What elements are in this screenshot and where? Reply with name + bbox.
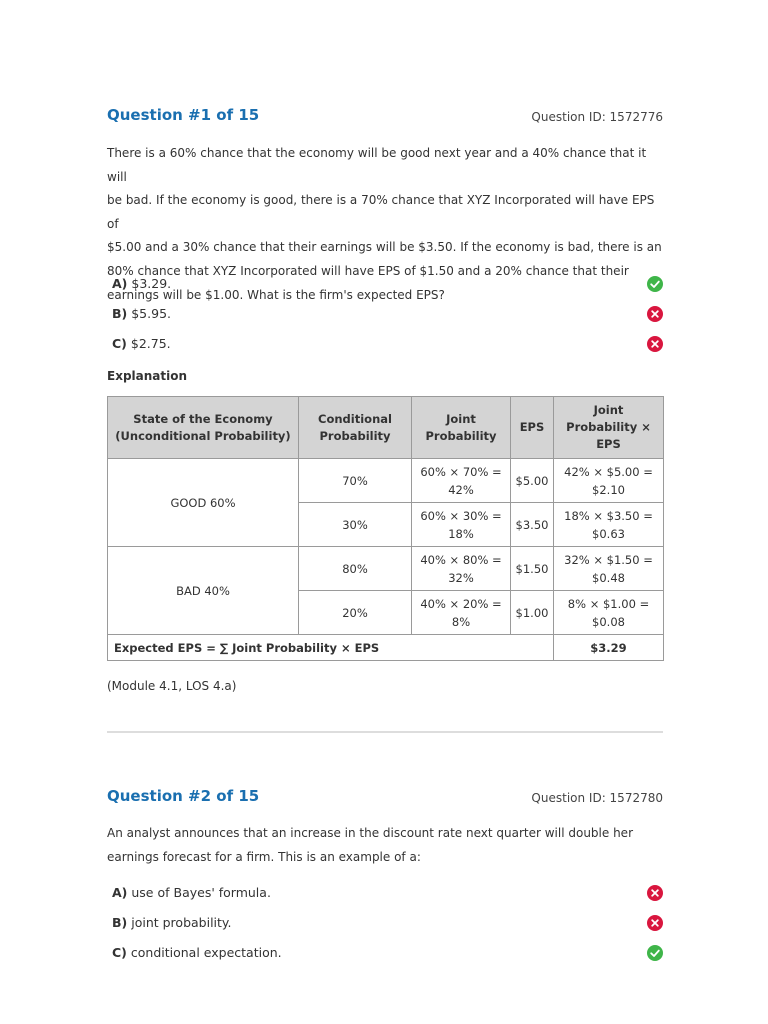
joint-cell bbox=[412, 459, 511, 503]
cell-line: 8% × $1.00 = bbox=[567, 596, 650, 611]
header-line: Joint bbox=[446, 411, 476, 426]
stem-line: earnings will be $1.00. What is the firm's expected EPS? bbox=[107, 287, 445, 302]
jpe-cell bbox=[554, 459, 664, 503]
cell-line: 60% × 30% = bbox=[420, 508, 502, 523]
explanation-heading: Explanation bbox=[107, 369, 188, 383]
jpe-cell bbox=[554, 547, 664, 591]
table-row bbox=[108, 459, 664, 503]
joint-cell bbox=[412, 591, 511, 635]
answer-letter: B) bbox=[112, 306, 128, 321]
table-header-row bbox=[108, 397, 664, 459]
x-icon bbox=[647, 915, 663, 931]
answer-text: $5.95. bbox=[131, 306, 171, 321]
stem-line: 80% chance that XYZ Incorporated will have EPS of $1.50 and a 20% chance that their bbox=[107, 263, 629, 278]
question-1-id: Question ID: 1572776 bbox=[531, 110, 663, 124]
cond-cell: 30% bbox=[299, 503, 412, 547]
cell-line: $2.10 bbox=[592, 482, 625, 497]
header-line: Conditional bbox=[318, 411, 392, 426]
answer-option-c[interactable] bbox=[112, 945, 663, 965]
state-cell: BAD 40% bbox=[108, 547, 299, 635]
answer-option-a[interactable] bbox=[112, 276, 663, 296]
header-conditional bbox=[299, 397, 412, 459]
question-2-id: Question ID: 1572780 bbox=[531, 791, 663, 805]
explanation-table bbox=[107, 396, 664, 661]
answer-text: $3.29. bbox=[131, 276, 172, 291]
check-icon bbox=[647, 945, 663, 961]
total-value: $3.29 bbox=[554, 635, 664, 661]
answer-option-b[interactable] bbox=[112, 306, 663, 326]
answer-letter: A) bbox=[112, 276, 128, 291]
x-icon bbox=[647, 306, 663, 322]
stem-line: There is a 60% chance that the economy will be good next year and a 40% chance that it will bbox=[107, 146, 647, 184]
divider bbox=[107, 731, 663, 733]
table-total-row bbox=[108, 635, 664, 661]
header-joint-prob-eps bbox=[554, 397, 664, 459]
eps-cell: $3.50 bbox=[511, 503, 554, 547]
header-line: (Unconditional Probability) bbox=[115, 428, 291, 443]
header-joint bbox=[412, 397, 511, 459]
answer-text: conditional expectation. bbox=[130, 945, 282, 960]
header-line: Joint bbox=[593, 403, 624, 417]
answer-letter: A) bbox=[112, 885, 128, 900]
cell-line: 18% × $3.50 = bbox=[564, 508, 653, 523]
answer-letter: C) bbox=[112, 945, 127, 960]
answer-option-a[interactable] bbox=[112, 885, 663, 905]
joint-cell bbox=[412, 503, 511, 547]
answer-letter: B) bbox=[112, 915, 128, 930]
question-2-header bbox=[107, 787, 663, 809]
answer-text: joint probability. bbox=[131, 915, 232, 930]
cell-line: 32% bbox=[448, 570, 474, 585]
answer-option-b[interactable] bbox=[112, 915, 663, 935]
table-row bbox=[108, 547, 664, 591]
header-line: Probability bbox=[425, 428, 497, 443]
cell-line: 42% bbox=[448, 482, 474, 497]
jpe-cell bbox=[554, 591, 664, 635]
stem-line: An analyst announces that an increase in the discount rate next quarter will double her bbox=[107, 826, 633, 840]
question-1-title: Question #1 of 15 bbox=[107, 106, 260, 124]
cond-cell: 70% bbox=[299, 459, 412, 503]
question-2-title: Question #2 of 15 bbox=[107, 787, 260, 805]
cond-cell: 80% bbox=[299, 547, 412, 591]
x-icon bbox=[647, 336, 663, 352]
cell-line: $0.08 bbox=[592, 614, 625, 629]
cell-line: $0.48 bbox=[592, 570, 625, 585]
x-icon bbox=[647, 885, 663, 901]
answer-letter: C) bbox=[112, 336, 127, 351]
eps-cell: $5.00 bbox=[511, 459, 554, 503]
cell-line: 32% × $1.50 = bbox=[564, 552, 653, 567]
header-line: Probability bbox=[319, 428, 391, 443]
stem-line: earnings forecast for a firm. This is an example of a: bbox=[107, 849, 421, 864]
answer-text: use of Bayes' formula. bbox=[131, 885, 271, 900]
cell-line: 18% bbox=[448, 526, 474, 541]
header-line: Probability × bbox=[566, 420, 651, 434]
eps-cell: $1.00 bbox=[511, 591, 554, 635]
header-eps: EPS bbox=[511, 397, 554, 459]
answer-text: $2.75. bbox=[130, 336, 171, 351]
eps-cell: $1.50 bbox=[511, 547, 554, 591]
los-reference: (Module 4.1, LOS 4.a) bbox=[107, 679, 237, 693]
header-state bbox=[108, 397, 299, 459]
cell-line: 40% × 20% = bbox=[420, 596, 502, 611]
stem-line: $5.00 and a 30% chance that their earnings will be $3.50. If the economy is bad, there is an bbox=[107, 240, 662, 255]
cell-line: 8% bbox=[451, 614, 471, 629]
cell-line: 60% × 70% = bbox=[420, 464, 502, 479]
state-cell: GOOD 60% bbox=[108, 459, 299, 547]
question-1-header bbox=[107, 106, 663, 128]
check-icon bbox=[647, 276, 663, 292]
stem-line: be bad. If the economy is good, there is a 70% chance that XYZ Incorporated will have EPS of bbox=[107, 193, 655, 231]
cell-line: 40% × 80% = bbox=[420, 552, 502, 567]
header-line: EPS bbox=[596, 437, 621, 451]
cond-cell: 20% bbox=[299, 591, 412, 635]
joint-cell bbox=[412, 547, 511, 591]
jpe-cell bbox=[554, 503, 664, 547]
cell-line: $0.63 bbox=[592, 526, 625, 541]
total-label: Expected EPS = ∑ Joint Probability × EPS bbox=[108, 635, 554, 661]
cell-line: 42% × $5.00 = bbox=[564, 464, 653, 479]
answer-option-c[interactable] bbox=[112, 336, 663, 356]
header-line: State of the Economy bbox=[133, 411, 273, 426]
question-2-stem bbox=[107, 822, 663, 869]
